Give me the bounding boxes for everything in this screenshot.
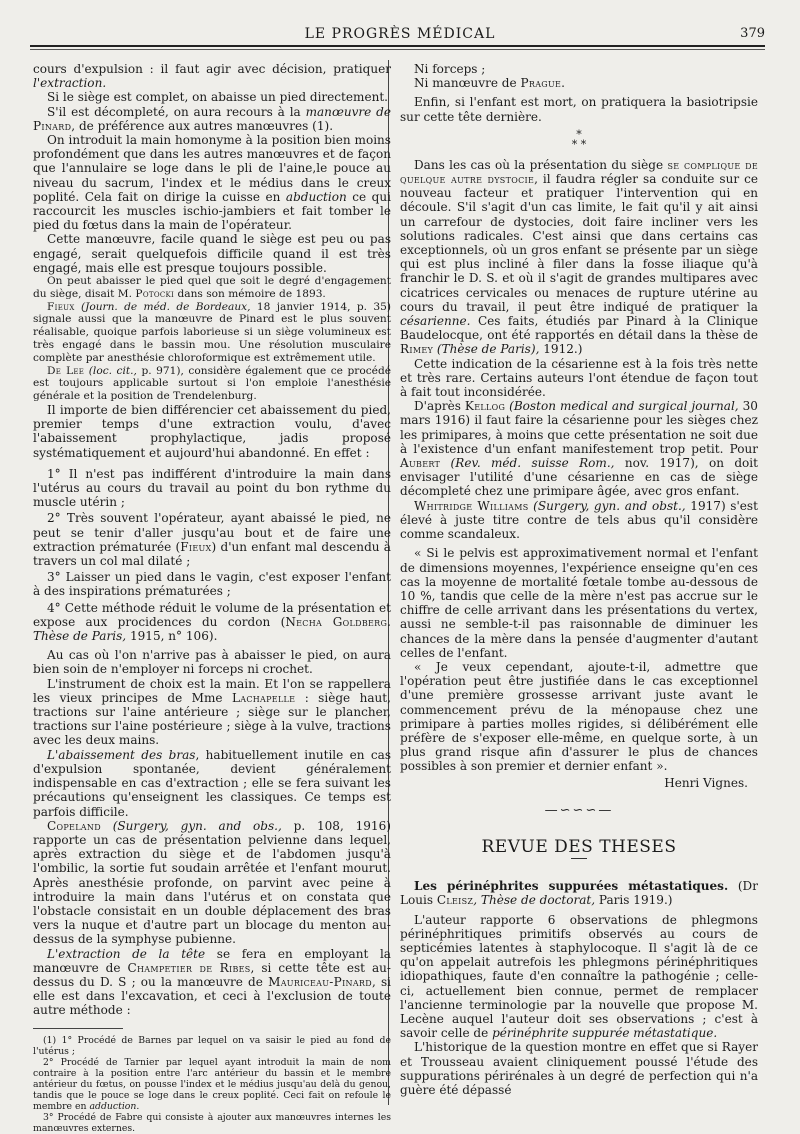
running-header [30,0,770,44]
paragraph: Whitridge Williams (Surgery, gyn. and obst., 1917) s'est élevé à juste titre contre de tels abus qu'il considère comme scandaleux. [400,498,758,542]
paragraph: Ni forceps ; [414,62,486,76]
section-separator-stars: * * * [571,127,587,151]
small-print-block: On peut abaisser le pied quel que soit le degré d'engagement du siège, disait M. Potocki dans son mémoire de 1893. Fieux (Journ. de méd. de Bordeaux, 18 janvier 1914, p. 35) signale aussi que la manœuvre de Pinard est le plus souvent réalisable, quoique parfois laborieuse si un siège volumineux est très engagé dans le bassin mou. Une résolution musculaire complète par anesthésie chloroformique est extrêmement utile. De Lee (loc. cit., p. 971), considère également que ce procédé est toujours applicable surtout si l'on emploie l'anesthésie générale et la position de Trendelenburg. [33,275,391,403]
ornament-divider: —∽∽∽— [544,802,614,818]
paragraph: Il importe de bien différencier cet abaissement du pied, premier temps d'une extraction voulu, d'avec l'abaissement prophylactique, jadis proposé systématiquement et aujourd'hui abandonné. En effet : [33,403,391,460]
paragraph: Dans les cas où la présentation du siège se complique de quelque autre dystocie, il faudra régler sa conduite sur ce nouveau facteur et pratiquer l'intervention qui en découle. S'il s'agit d'un cas limite, le fait qu'il y ait ainsi un carrefour de dystocies, doit faire incliner vers les solutions radicales. C'est ainsi que dans certains cas exceptionnels, où un gros enfant se présente par un siège qui est plus incliné à filer dans la fosse iliaque qu'à franchir le D. S. et où il s'agit de grandes multipares avec cicatrices cervicales ou menaces de rupture utérine au cours du travail, il peut être indiqué de pratiquer la césarienne. Ces faits, étudiés par Pinard à la Clinique Baudelocque, ont été rapportés en détail dans la thèse de Rimey (Thèse de Paris), 1912.) [400,157,759,357]
paragraph: Ni manœuvre de Prague. [414,76,565,91]
quote-paragraph: « Si le pelvis est approximativement normal et l'enfant de dimensions moyennes, l'expérience enseigne qu'en ces cas la moyenne de mortalité fœtale tombe au-dessous de 10 %, tandis que celle de la mère n'est pas accrue sur le chiffre de celle arrivant dans les présentations du vertex, aussi ne semble-t-il pas raisonnable de diminuer les chances de la mère dans la pensée d'augmenter d'autant celles de l'enfant. [400,546,758,660]
paragraph: L'instrument de choix est la main. Et l'on se rappellera les vieux principes de Mme Lachapelle : siège haut, tractions sur l'aine antérieure ; siège sur le plancher, tractions sur l'aine postérieure ; siège à la vulve, tractions avec les deux mains. [33,676,391,748]
paragraph: On introduit la main homonyme à la position bien moins profondément que dans les autres manœuvres et de façon que l'annulaire se loge dans le pli de l'aine,le pouce au niveau du sacrum, l'index et le médius dans le creux poplité. Cela fait on dirige la cuisse en abduction ce qui raccourcit les muscles ischio-jambiers et fait tomber le pied du fœtus dans la main de l'opérateur. [33,133,391,233]
paragraph: Cette indication de la césarienne est à la fois très nette et très rare. Certains auteurs l'ont étendue de façon tout à fait tout inconsidérée. [400,356,758,400]
paragraph: Au cas où l'on n'arrive pas à abaisser le pied, on aura bien soin de n'employer ni forceps ni crochet. [33,648,391,677]
author-signature: Henri Vignes. [664,775,748,790]
paragraph: L'abaissement des bras, habituellement inutile en cas d'expulsion spontanée, devient généralement indispensable en cas d'extraction ; elle se fera suivant les précautions qu'enseignent les classiques. Ce temps est parfois difficile. [33,747,391,819]
header-rule [30,45,765,47]
right-column [400,62,758,1097]
paragraph: L'auteur rapporte 6 observations de phlegmons périnéphritiques primitifs observés au cours de septicémies latentes à staphylocoque. Il s'agit là de ce qu'on appelait autrefois les phlegmons périnéphritiques idiopathiques, faute d'en connaître la pathogénie ; celle-ci, actuellement bien connue, permet de remplacer l'ancienne terminologie par la nouvelle que propose M. Lecène auquel l'auteur doit ses observations ; c'est à savoir celle de périnéphrite suppurée métastatique. [400,912,758,1041]
paragraph: S'il est décompleté, on aura recours à la manœuvre de Pinard, de préférence aux autres manœuvres (1). [33,104,391,133]
page-number: 379 [740,26,765,41]
footnotes: (1) 1° Procédé de Barnes par lequel on va saisir le pied au fond de l'utérus ; 2° Procédé de Tarnier par lequel ayant introduit la main de nom contraire à la position entre l'arc antérieur du bassin et le membre antérieur du fœtus, on pousse l'index et le médius jusqu'au delà du genou, tandis que le pouce se loge dans le creux poplité. Ceci fait on refoule le membre en adduction. 3° Procédé de Fabre qui consiste à ajouter aux manœuvres internes les manœuvres externes. [33,1034,391,1134]
left-column [33,62,391,1134]
list-item: 4° Cette méthode réduit le volume de la présentation et expose aux procidences du cordon (Necha Goldberg. Thèse de Paris, 1915, n° 106). [33,600,392,644]
list-item: 2° Très souvent l'opérateur, ayant abaissé le pied, ne peut se tenir d'aller jusqu'au bout et de faire une extraction prématurée (Fieux) d'un enfant mal descendu à travers un col mal dilaté ; [33,511,391,569]
paragraph: Copeland (Surgery, gyn. and obs., p. 108, 1916) rapporte un cas de présentation pelvienne dans lequel, après extraction du siège et de l'abdomen jusqu'à l'ombilic, la sortie fut soudain arrêtée et l'enfant mourut. Après anesthésie profonde, on parvint avec peine à introduire la main dans l'utérus et on constata que l'obstacle consistait en un double déplacement des bras vers la nuque et d'autre part un blocage du menton au-dessus de la symphyse pubienne. [33,818,391,947]
paragraph: Enfin, si l'enfant est mort, on pratiquera la basiotripsie sur cette tête dernière. [400,95,758,124]
paragraph: Cette manœuvre, facile quand le siège est peu ou pas engagé, serait quelquefois difficile quand il est très engagé, mais elle est presque toujours possible. [33,232,391,275]
paragraph: cours d'expulsion : il faut agir avec décision, pratiquer l'extraction. [33,62,391,91]
paragraph: L'historique de la question montre en effet que si Rayer et Trousseau avaient cliniquement poussé l'étude des suppurations périrénales à un degré de perfection qui n'a guère été dépassé [400,1040,758,1097]
heading-dash [571,858,587,859]
paragraph: L'extraction de la tête se fera en employant la manœuvre de Champetier de Ribes, si cette tête est au-dessus du D. S ; ou la manœuvre de Mauriceau-Pinard, si elle est dans l'excavation, et ceci à l'exclusion de toute autre méthode : [33,946,391,1018]
section-heading: REVUE DES THESES [481,836,677,857]
list-item: 1° Il n'est pas indifférent d'introduire la main dans l'utérus au cours du travail au point du bon rythme du muscle utérin ; [33,466,391,510]
list-item: 3° Laisser un pied dans le vagin, c'est exposer l'enfant à des inspirations prématurées ; [33,570,391,599]
paragraph: Si le siège est complet, on abaisse un pied directement. [47,90,389,105]
journal-title: LE PROGRÈS MÉDICAL [304,26,496,42]
footnote-rule [33,1028,123,1029]
thesis-citation: Les périnéphrites suppurées métastatiques. (Dr Louis Cleisz, Thèse de doctorat, Paris 1919.) [400,879,758,908]
header-rule-thin [30,49,765,50]
quote-paragraph: « Je veux cependant, ajoute-t-il, admettre que l'opération peut être justifiée dans le cas exceptionnel d'une première grossesse arrivant juste avant le commencement prévu de la ménopause chez une primipare à parties molles rigides, si délibérément elle préfère de s'exposer elle-même, en quelque sorte, à un plus grand risque afin d'assurer le plus de chances possibles à son premier et dernier enfant ». [400,659,758,774]
paragraph: D'après Kellog (Boston medical and surgical journal, 30 mars 1916) il faut faire la césarienne pour les sièges chez les primipares, à moins que cette présentation ne soit due à l'existence d'un enfant manifestement trop petit. Pour Aubert (Rev. méd. suisse Rom., nov. 1917), on doit envisager l'utilité d'une césarienne en cas de siège décompleté chez une primipare âgée, avec gros enfant. [400,399,758,499]
